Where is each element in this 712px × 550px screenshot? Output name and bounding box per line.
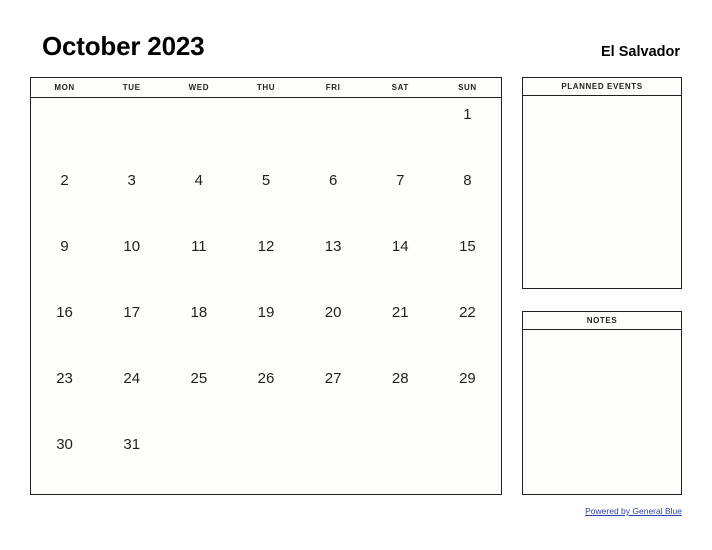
- day-cell[interactable]: [367, 428, 434, 494]
- weekday-mon: MON: [54, 83, 75, 92]
- calendar-week-row: [31, 230, 501, 296]
- day-cell[interactable]: [232, 428, 299, 494]
- weekday-sat: SAT: [391, 83, 409, 92]
- day-cell[interactable]: [434, 164, 501, 230]
- day-cell[interactable]: [165, 428, 232, 494]
- day-cell[interactable]: [98, 164, 165, 230]
- day-number: 15: [459, 238, 476, 255]
- day-cell[interactable]: [367, 230, 434, 296]
- calendar-weeks: [31, 98, 501, 494]
- day-cell[interactable]: [31, 428, 98, 494]
- day-number: 7: [396, 172, 405, 189]
- day-cell[interactable]: [31, 98, 98, 164]
- day-cell[interactable]: [232, 98, 299, 164]
- day-number: 28: [391, 370, 409, 387]
- day-number: 3: [127, 172, 136, 189]
- day-cell[interactable]: [300, 296, 367, 362]
- notes-panel: [522, 311, 682, 495]
- day-cell[interactable]: [300, 164, 367, 230]
- day-cell[interactable]: [232, 230, 299, 296]
- day-cell[interactable]: [434, 98, 501, 164]
- day-cell[interactable]: [165, 230, 232, 296]
- day-number: 18: [190, 304, 208, 321]
- day-number: 23: [56, 370, 73, 387]
- weekday-header-row: [31, 78, 501, 98]
- day-cell[interactable]: [98, 428, 165, 494]
- day-cell[interactable]: [165, 164, 232, 230]
- planned-events-body[interactable]: [523, 96, 681, 288]
- day-number: 10: [123, 238, 141, 255]
- powered-by-link[interactable]: Powered by General Blue: [585, 506, 682, 516]
- calendar-week-row: [31, 428, 501, 494]
- day-number: 24: [123, 370, 141, 387]
- calendar-week-row: [31, 98, 501, 164]
- day-cell[interactable]: [98, 296, 165, 362]
- day-number: 16: [56, 304, 73, 321]
- day-cell[interactable]: [31, 296, 98, 362]
- day-cell[interactable]: [300, 362, 367, 428]
- day-number: 17: [123, 304, 141, 321]
- day-number: 13: [324, 238, 342, 255]
- day-number: 14: [391, 238, 409, 255]
- calendar-grid: [30, 77, 502, 495]
- notes-body[interactable]: [523, 330, 681, 494]
- day-number: 26: [257, 370, 275, 387]
- planned-events-title: PLANNED EVENTS: [523, 78, 681, 96]
- planned-events-panel: [522, 77, 682, 289]
- day-number: 6: [328, 172, 338, 189]
- day-cell[interactable]: [31, 230, 98, 296]
- day-cell[interactable]: [367, 98, 434, 164]
- day-number: 30: [56, 436, 73, 453]
- day-cell[interactable]: [300, 98, 367, 164]
- day-number: 22: [459, 304, 476, 321]
- day-cell[interactable]: [367, 164, 434, 230]
- day-cell[interactable]: [165, 98, 232, 164]
- day-cell[interactable]: [434, 428, 501, 494]
- day-number: 9: [60, 238, 69, 255]
- day-number: 27: [324, 370, 342, 387]
- day-cell[interactable]: [300, 230, 367, 296]
- day-cell[interactable]: [31, 164, 98, 230]
- day-cell[interactable]: [165, 296, 232, 362]
- day-cell[interactable]: [232, 164, 299, 230]
- day-cell[interactable]: [232, 296, 299, 362]
- day-cell[interactable]: [367, 296, 434, 362]
- day-number: 1: [463, 106, 472, 123]
- day-number: 29: [459, 370, 476, 387]
- day-cell[interactable]: [98, 362, 165, 428]
- day-number: 19: [257, 304, 275, 321]
- day-cell[interactable]: [367, 362, 434, 428]
- day-number: 4: [194, 172, 204, 189]
- weekday-thu: THU: [256, 83, 276, 92]
- day-number: 31: [123, 436, 141, 453]
- day-number: 20: [324, 304, 342, 321]
- day-number: 12: [257, 238, 275, 255]
- day-number: 5: [261, 172, 271, 189]
- calendar-week-row: [31, 296, 501, 362]
- day-cell[interactable]: [31, 362, 98, 428]
- day-number: 8: [463, 172, 472, 189]
- day-cell[interactable]: [98, 230, 165, 296]
- day-cell[interactable]: [434, 296, 501, 362]
- weekday-sun: SUN: [458, 83, 477, 92]
- day-number: 2: [60, 172, 69, 189]
- day-cell[interactable]: [232, 362, 299, 428]
- day-number: 21: [391, 304, 409, 321]
- day-cell[interactable]: [434, 230, 501, 296]
- weekday-tue: TUE: [122, 83, 141, 92]
- day-cell[interactable]: [434, 362, 501, 428]
- country-label: El Salvador: [601, 44, 680, 60]
- page-title: October 2023: [42, 31, 205, 61]
- notes-title: NOTES: [523, 312, 681, 330]
- day-cell[interactable]: [165, 362, 232, 428]
- calendar-week-row: [31, 362, 501, 428]
- day-cell[interactable]: [300, 428, 367, 494]
- day-number: 11: [191, 238, 207, 255]
- calendar-week-row: [31, 164, 501, 230]
- day-cell[interactable]: [98, 98, 165, 164]
- weekday-wed: WED: [188, 83, 210, 92]
- weekday-fri: FRI: [325, 83, 341, 92]
- day-number: 25: [190, 370, 208, 387]
